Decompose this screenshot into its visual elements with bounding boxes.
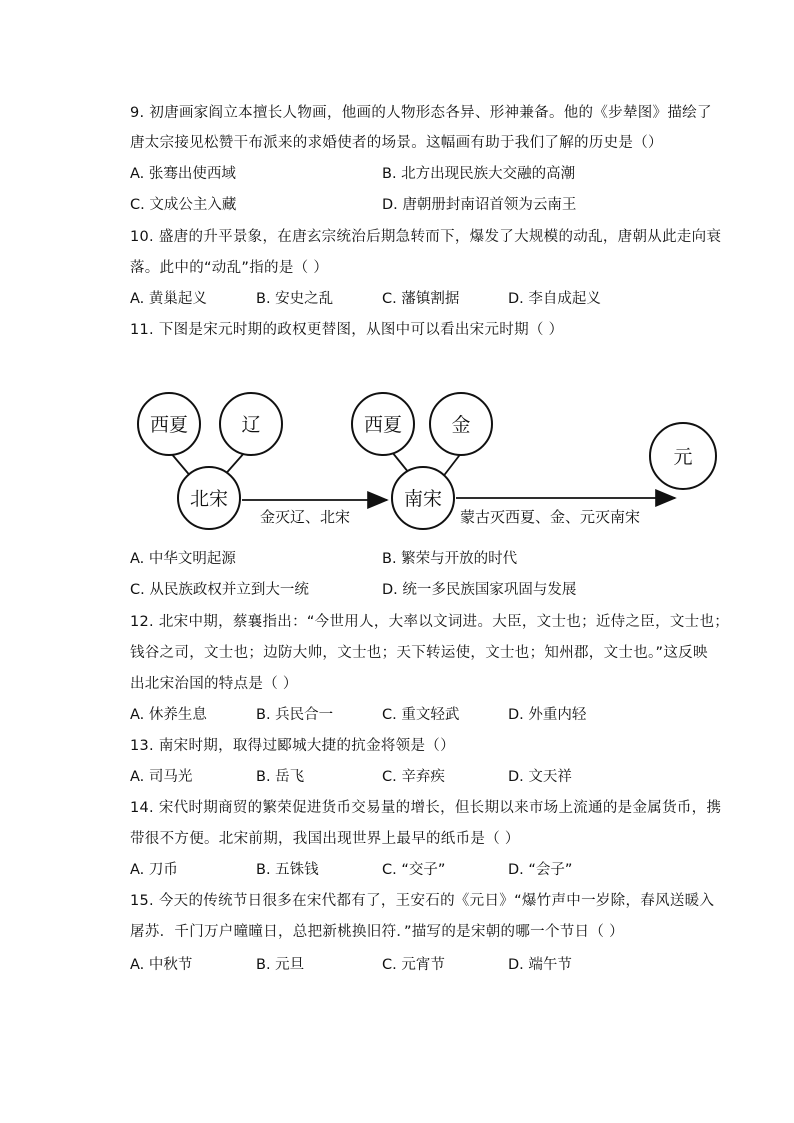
svg-text:西夏: 西夏 (363, 414, 403, 436)
q10-option-c: C. 藩镇割据 (382, 291, 460, 307)
q11-stem-line1: 11. 下图是宋元时期的政权更替图，从图中可以看出宋元时期（ ） (130, 322, 564, 338)
q14-option-a: A. 刀币 (130, 862, 178, 878)
q15-option-a: A. 中秋节 (130, 957, 193, 973)
q13-option-b: B. 岳飞 (256, 769, 305, 785)
node-beisong (178, 467, 240, 529)
arrow-1-label: 金灭辽、北宋 (260, 508, 351, 526)
node-jin (430, 393, 492, 455)
q10-option-a: A. 黄巢起义 (130, 291, 207, 307)
arrow-2-label: 蒙古灭西夏、金、元灭南宋 (460, 508, 641, 526)
q12-stem-line3: 出北宋治国的特点是（ ） (130, 676, 298, 692)
svg-text:辽: 辽 (241, 414, 261, 436)
q10-option-b: B. 安史之乱 (256, 291, 334, 307)
q13-option-a: A. 司马光 (130, 769, 193, 785)
q14-option-b: B. 五铢钱 (256, 862, 319, 878)
regime-succession-diagram (130, 380, 730, 545)
svg-text:元: 元 (673, 446, 693, 468)
node-yuan (650, 423, 716, 489)
q15-stem-line1: 15. 今天的传统节日很多在宋代都有了，王安石的《元日》“爆竹声中一岁除，春风送暖入 (130, 893, 715, 909)
svg-text:北宋: 北宋 (189, 488, 229, 510)
q12-stem-line1: 12. 北宋中期，蔡襄指出：“今世用人，大率以文词进。大臣，文士也；近侍之臣，文士也； (130, 614, 730, 630)
q12-stem-line2: 钱谷之司，文士也；边防大帅，文士也；天下转运使，文士也；知州郡，文士也。”这反映 (130, 645, 708, 661)
q12-option-d: D. 外重内轻 (508, 707, 587, 723)
svg-text:西夏: 西夏 (149, 414, 189, 436)
q9-stem-line2: 唐太宗接见松赞干布派来的求婚使者的场景。这幅画有助于我们了解的历史是（） (130, 135, 663, 151)
q15-option-c: C. 元宵节 (382, 957, 445, 973)
q15-stem-line2: 屠苏．千门万户曈曈日，总把新桃换旧符．”描写的是宋朝的哪一个节日（ ） (130, 924, 624, 940)
q13-option-d: D. 文天祥 (508, 769, 572, 785)
node-xixia-1 (138, 393, 200, 455)
q12-option-b: B. 兵民合一 (256, 707, 334, 723)
q10-option-d: D. 李自成起义 (508, 291, 601, 307)
q12-option-c: C. 重文轻武 (382, 707, 460, 723)
q9-option-c: C. 文成公主入藏 (130, 197, 237, 213)
q9-option-a: A. 张骞出使西域 (130, 166, 236, 182)
q11-option-c: C. 从民族政权并立到大一统 (130, 582, 309, 598)
q15-option-b: B. 元旦 (256, 957, 305, 973)
q9-option-d: D. 唐朝册封南诏首领为云南王 (382, 197, 577, 213)
q12-option-a: A. 休养生息 (130, 707, 207, 723)
q14-stem-line2: 带很不方便。北宋前期，我国出现世界上最早的纸币是（ ） (130, 831, 520, 847)
q10-stem-line1: 10. 盛唐的升平景象，在唐玄宗统治后期急转而下，爆发了大规模的动乱，唐朝从此走向衰 (130, 229, 722, 245)
svg-text:南宋: 南宋 (403, 488, 443, 510)
svg-text:金: 金 (451, 414, 471, 436)
q14-option-d: D. “会子” (508, 862, 573, 878)
q13-stem-line1: 13. 南宋时期，取得过郾城大捷的抗金将领是（） (130, 738, 455, 754)
q14-option-c: C. “交子” (382, 862, 446, 878)
node-xixia-2 (352, 393, 414, 455)
q9-stem-line1: 9. 初唐画家阎立本擅长人物画，他画的人物形态各异、形神兼备。他的《步辇图》描绘了 (130, 105, 712, 121)
q15-option-d: D. 端午节 (508, 957, 572, 973)
q10-stem-line2: 落。此中的“动乱”指的是（ ） (130, 260, 329, 276)
q11-option-b: B. 繁荣与开放的时代 (382, 551, 518, 567)
q13-option-c: C. 辛弃疾 (382, 769, 445, 785)
node-nansong (392, 467, 454, 529)
q11-option-d: D. 统一多民族国家巩固与发展 (382, 582, 577, 598)
q11-option-a: A. 中华文明起源 (130, 551, 236, 567)
node-liao (220, 393, 282, 455)
q14-stem-line1: 14. 宋代时期商贸的繁荣促进货币交易量的增长，但长期以来市场上流通的是金属货币，携 (130, 800, 722, 816)
q9-option-b: B. 北方出现民族大交融的高潮 (382, 166, 576, 182)
